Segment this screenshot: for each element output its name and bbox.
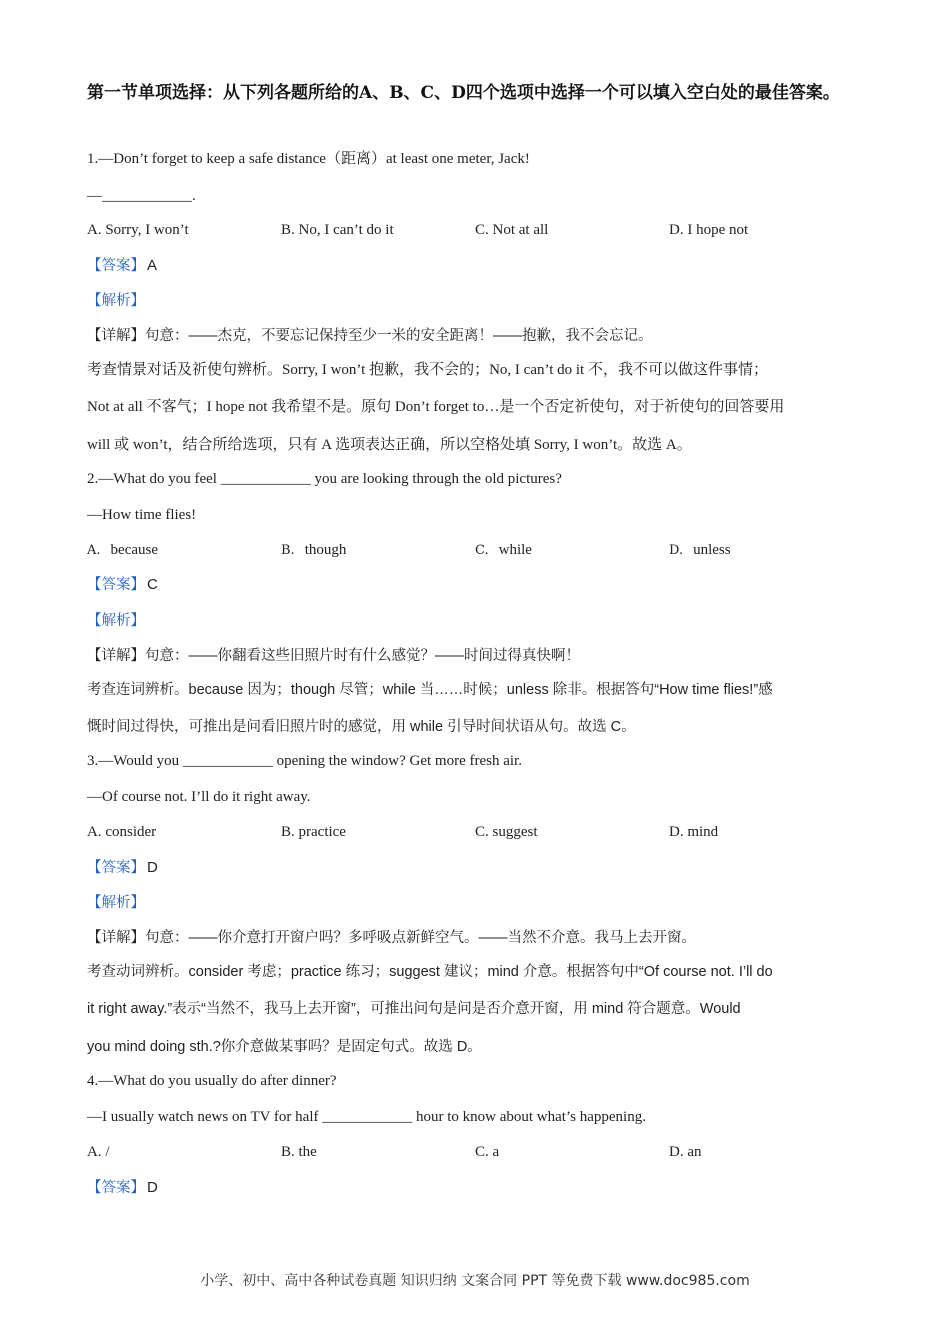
q3-explanation-2: it right away.”表示“当然不，我马上去开窗”，可推出问句是问是否介意开窗，用 mind 符合题意。Would	[87, 1001, 741, 1017]
q2-analysis-tag	[87, 611, 145, 631]
section-heading: 第一节单项选择：从下列各题所给的A、B、C、D四个选项中选择一个可以填入空白处的最佳答案。	[87, 83, 840, 103]
analysis-tag: 【解析】	[87, 293, 145, 309]
detail-text: 句意：——你翻看这些旧照片时有什么感觉？——时间过得真快啊！	[145, 648, 580, 664]
answer-tag: 【答案】	[87, 258, 145, 274]
q1-answer	[87, 256, 157, 276]
detail-text: 句意：——杰克，不要忘记保持至少一米的安全距离！——抱歉，我不会忘记。	[145, 328, 653, 344]
q3-answer	[87, 858, 158, 878]
q1-detail	[87, 326, 653, 346]
answer-value: D	[147, 1179, 158, 1196]
q1-option-c: C. Not at all	[475, 222, 549, 238]
detail-text: 句意：——你介意打开窗户吗？多呼吸点新鲜空气。——当然不介意。我马上去开窗。	[145, 930, 696, 946]
q3-option-d: D. mind	[669, 824, 719, 840]
q2-explanation-1: 考查连词辨析。because 因为；though 尽管；while 当……时候；unless 除非。根据答句“How time flies!”感	[87, 682, 773, 698]
q2-explanation-2: 慨时间过得快，可推出是问看旧照片时的感觉，用 while 引导时间状语从句。故选 C。	[87, 719, 636, 735]
q1-option-d: D. I hope not	[669, 222, 749, 238]
analysis-tag: 【解析】	[87, 613, 145, 629]
q2-option-a	[87, 540, 158, 561]
q3-analysis-tag	[87, 893, 145, 913]
analysis-tag: 【解析】	[87, 895, 145, 911]
option-letter: A.	[87, 543, 101, 558]
q3-stem: 3.—Would you ____________ opening the window? Get more fresh air.	[87, 753, 522, 769]
q2-detail	[87, 646, 580, 666]
answer-tag: 【答案】	[87, 577, 145, 593]
q1-explanation-1: 考查情景对话及祈使句辨析。Sorry, I won’t 抱歉，我不会的；No, I can’t do it 不，我不可以做这件事情；	[87, 362, 768, 378]
q3-option-b: B. practice	[281, 824, 346, 840]
answer-value: D	[147, 859, 158, 876]
option-word: unless	[693, 542, 731, 558]
answer-value: C	[147, 576, 158, 593]
q2-answer	[87, 575, 158, 595]
q1-reply: —____________.	[87, 188, 196, 204]
q4-answer	[87, 1178, 158, 1198]
q3-explanation-3: you mind doing sth.?你介意做某事吗？是固定句式。故选 D。	[87, 1039, 482, 1055]
answer-value: A	[147, 257, 158, 274]
q3-option-c: C. suggest	[475, 824, 538, 840]
answer-tag: 【答案】	[87, 860, 145, 876]
q1-option-a: A. Sorry, I won’t	[87, 222, 189, 238]
q2-option-b	[281, 540, 346, 561]
q2-stem: 2.—What do you feel ____________ you are looking through the old pictures?	[87, 471, 562, 487]
q3-explanation-1: 考查动词辨析。consider 考虑；practice 练习；suggest 建议；mind 介意。根据答句中“Of course not. I’ll do	[87, 964, 773, 980]
page-footer: 小学、初中、高中各种试卷真题 知识归纳 文案合同 PPT 等免费下载 www.doc985.com	[200, 1273, 750, 1289]
q3-reply: —Of course not. I’ll do it right away.	[87, 789, 311, 805]
option-letter: B.	[281, 543, 295, 558]
detail-tag: 【详解】	[87, 930, 145, 946]
option-letter: C.	[475, 543, 489, 558]
option-word: because	[110, 542, 158, 558]
q1-explanation-2: Not at all 不客气；I hope not 我希望不是。原句 Don’t forget to…是一个否定祈使句，对于祈使句的回答要用	[87, 399, 785, 415]
q4-option-d: D. an	[669, 1144, 702, 1160]
q4-option-a: A. /	[87, 1144, 110, 1160]
option-letter: D.	[669, 543, 684, 558]
q4-option-b: B. the	[281, 1144, 317, 1160]
q4-option-c: C. a	[475, 1144, 500, 1160]
detail-tag: 【详解】	[87, 648, 145, 664]
q4-reply: —I usually watch news on TV for half ____________ hour to know about what’s happening.	[87, 1109, 646, 1125]
q1-analysis-tag	[87, 291, 145, 311]
q2-option-d	[669, 540, 731, 561]
detail-tag: 【详解】	[87, 328, 145, 344]
option-word: though	[304, 542, 347, 558]
option-word: while	[498, 542, 532, 558]
q3-detail	[87, 928, 696, 948]
q1-stem: 1.—Don’t forget to keep a safe distance（距离）at least one meter, Jack!	[87, 151, 530, 167]
answer-tag: 【答案】	[87, 1180, 145, 1196]
q1-explanation-3: will 或 won’t，结合所给选项，只有 A 选项表达正确，所以空格处填 Sorry, I won’t。故选 A。	[87, 437, 692, 453]
q2-reply: —How time flies!	[87, 507, 197, 523]
q4-stem: 4.—What do you usually do after dinner?	[87, 1073, 337, 1089]
q3-option-a: A. consider	[87, 824, 157, 840]
q1-option-b: B. No, I can’t do it	[281, 222, 394, 238]
q2-option-c	[475, 540, 532, 561]
